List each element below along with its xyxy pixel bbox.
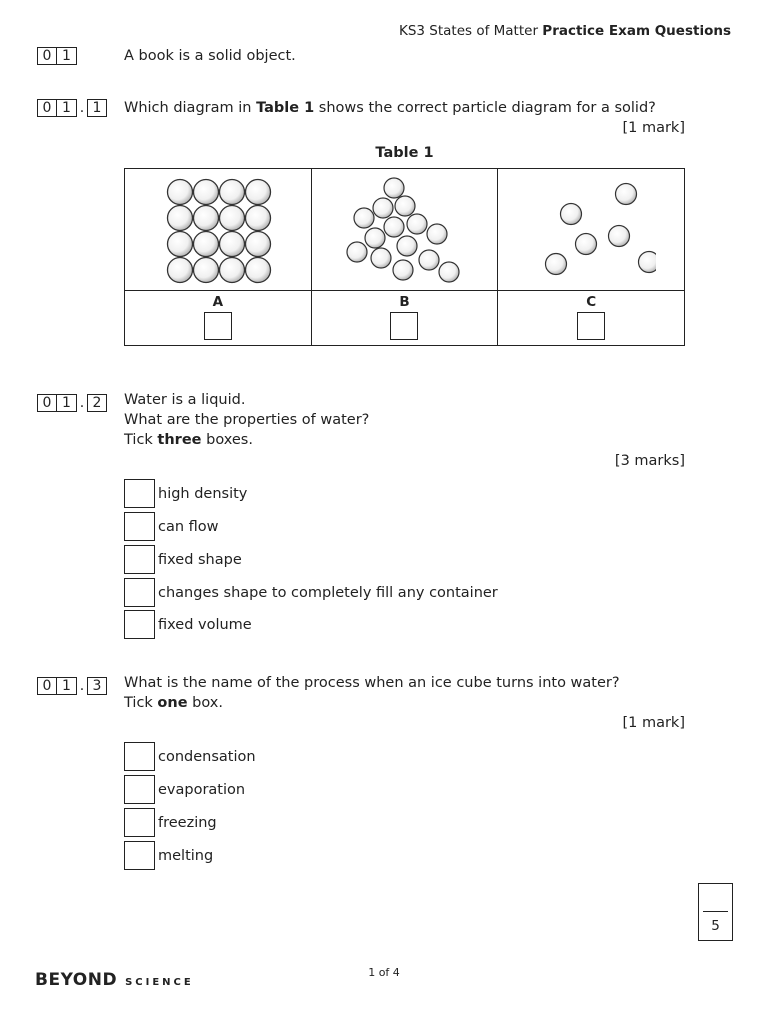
question-01-1-text bbox=[124, 98, 656, 118]
diagram-cell-a bbox=[125, 169, 312, 291]
q012-line1: Water is a liquid. bbox=[124, 392, 246, 408]
header-subject: KS3 States of Matter bbox=[398, 23, 543, 39]
option-label: can flow bbox=[158, 518, 219, 535]
gas-particles-diagram bbox=[526, 172, 656, 284]
q011-text-pre: Which diagram in bbox=[124, 100, 257, 116]
qnum-digit: 1 bbox=[57, 677, 77, 695]
q012-tick-bold: three bbox=[157, 432, 202, 448]
qnum-digit: 1 bbox=[57, 99, 77, 117]
qnum-digit: 0 bbox=[37, 47, 57, 65]
table-title: Table 1 bbox=[375, 145, 434, 161]
question-number-01-1 bbox=[37, 99, 107, 117]
qnum-digit: 0 bbox=[37, 677, 57, 695]
q012-instruction bbox=[124, 430, 253, 450]
option-label: fixed shape bbox=[158, 551, 242, 568]
q011-text-bold: Table 1 bbox=[256, 100, 315, 116]
option-label: fixed volume bbox=[158, 616, 252, 633]
qnum-digit: 0 bbox=[37, 99, 57, 117]
logo-sub: SCIENCE bbox=[125, 977, 194, 988]
question-01-text: A book is a solid object. bbox=[124, 48, 296, 64]
q012-line2: What are the properties of water? bbox=[124, 412, 370, 428]
solid-particles-diagram bbox=[158, 172, 278, 284]
checkbox-can-flow[interactable] bbox=[124, 512, 155, 541]
question-number-01-3 bbox=[37, 677, 107, 695]
question-number-01 bbox=[37, 47, 77, 65]
checkbox-freezing[interactable] bbox=[124, 808, 155, 837]
q012-tick-pre: Tick bbox=[124, 432, 158, 448]
q012-tick-post: boxes. bbox=[201, 432, 253, 448]
q013-tick-bold: one bbox=[157, 695, 188, 711]
option-evaporation bbox=[124, 775, 245, 804]
qnum-subdigit: 1 bbox=[87, 99, 107, 117]
option-changes-shape bbox=[124, 578, 498, 607]
checkbox-fixed-shape[interactable] bbox=[124, 545, 155, 574]
checkbox-condensation[interactable] bbox=[124, 742, 155, 771]
option-label: melting bbox=[158, 847, 214, 864]
q013-tick-post: box. bbox=[187, 695, 223, 711]
checkbox-evaporation[interactable] bbox=[124, 775, 155, 804]
qnum-digit: 0 bbox=[37, 394, 57, 412]
qnum-dot: . bbox=[79, 678, 85, 694]
q013-instruction bbox=[124, 693, 223, 713]
checkbox-changes-shape[interactable] bbox=[124, 578, 155, 607]
answer-cell-b bbox=[311, 291, 498, 346]
qnum-subdigit: 3 bbox=[87, 677, 107, 695]
diagram-cell-b bbox=[311, 169, 498, 291]
option-freezing bbox=[124, 808, 217, 837]
particle-table bbox=[124, 168, 685, 346]
qnum-dot: . bbox=[79, 395, 85, 411]
diagram-cell-c bbox=[498, 169, 685, 291]
tick-box-a[interactable] bbox=[204, 312, 232, 340]
option-label: condensation bbox=[158, 748, 256, 765]
diagram-label-b: B bbox=[399, 294, 410, 310]
diagram-label-a: A bbox=[212, 294, 224, 310]
checkbox-fixed-volume[interactable] bbox=[124, 610, 155, 639]
page-header bbox=[399, 23, 731, 39]
option-condensation bbox=[124, 742, 256, 771]
qnum-subdigit: 2 bbox=[87, 394, 107, 412]
qnum-digit: 1 bbox=[57, 394, 77, 412]
qnum-digit: 1 bbox=[57, 47, 77, 65]
page-indicator: 1 of 4 bbox=[368, 966, 400, 979]
page-total-marks: 5 bbox=[711, 918, 720, 934]
option-fixed-volume bbox=[124, 610, 252, 639]
page-score-box bbox=[698, 883, 733, 941]
logo-main: BEYOND bbox=[35, 970, 118, 990]
question-number-01-2 bbox=[37, 394, 107, 412]
header-title: Practice Exam Questions bbox=[542, 23, 731, 39]
diagram-label-c: C bbox=[586, 294, 597, 310]
option-can-flow bbox=[124, 512, 219, 541]
score-entry-line[interactable] bbox=[703, 911, 728, 912]
answer-cell-c bbox=[498, 291, 685, 346]
checkbox-high-density[interactable] bbox=[124, 479, 155, 508]
q011-marks: [1 mark] bbox=[622, 120, 685, 136]
answer-cell-a bbox=[125, 291, 312, 346]
option-label: evaporation bbox=[158, 781, 246, 798]
q013-line1: What is the name of the process when an ice cube turns into water? bbox=[124, 675, 620, 691]
liquid-particles-diagram bbox=[339, 172, 469, 284]
tick-box-c[interactable] bbox=[577, 312, 605, 340]
option-label: changes shape to completely fill any container bbox=[158, 584, 498, 601]
q011-text-post: shows the correct particle diagram for a solid? bbox=[314, 100, 656, 116]
checkbox-melting[interactable] bbox=[124, 841, 155, 870]
option-melting bbox=[124, 841, 213, 870]
tick-box-b[interactable] bbox=[390, 312, 418, 340]
option-high-density bbox=[124, 479, 247, 508]
qnum-dot: . bbox=[79, 100, 85, 116]
q013-tick-pre: Tick bbox=[124, 695, 158, 711]
q013-marks: [1 mark] bbox=[622, 715, 685, 731]
option-fixed-shape bbox=[124, 545, 242, 574]
option-label: freezing bbox=[158, 814, 217, 831]
option-label: high density bbox=[158, 485, 248, 502]
q012-marks: [3 marks] bbox=[614, 453, 685, 469]
